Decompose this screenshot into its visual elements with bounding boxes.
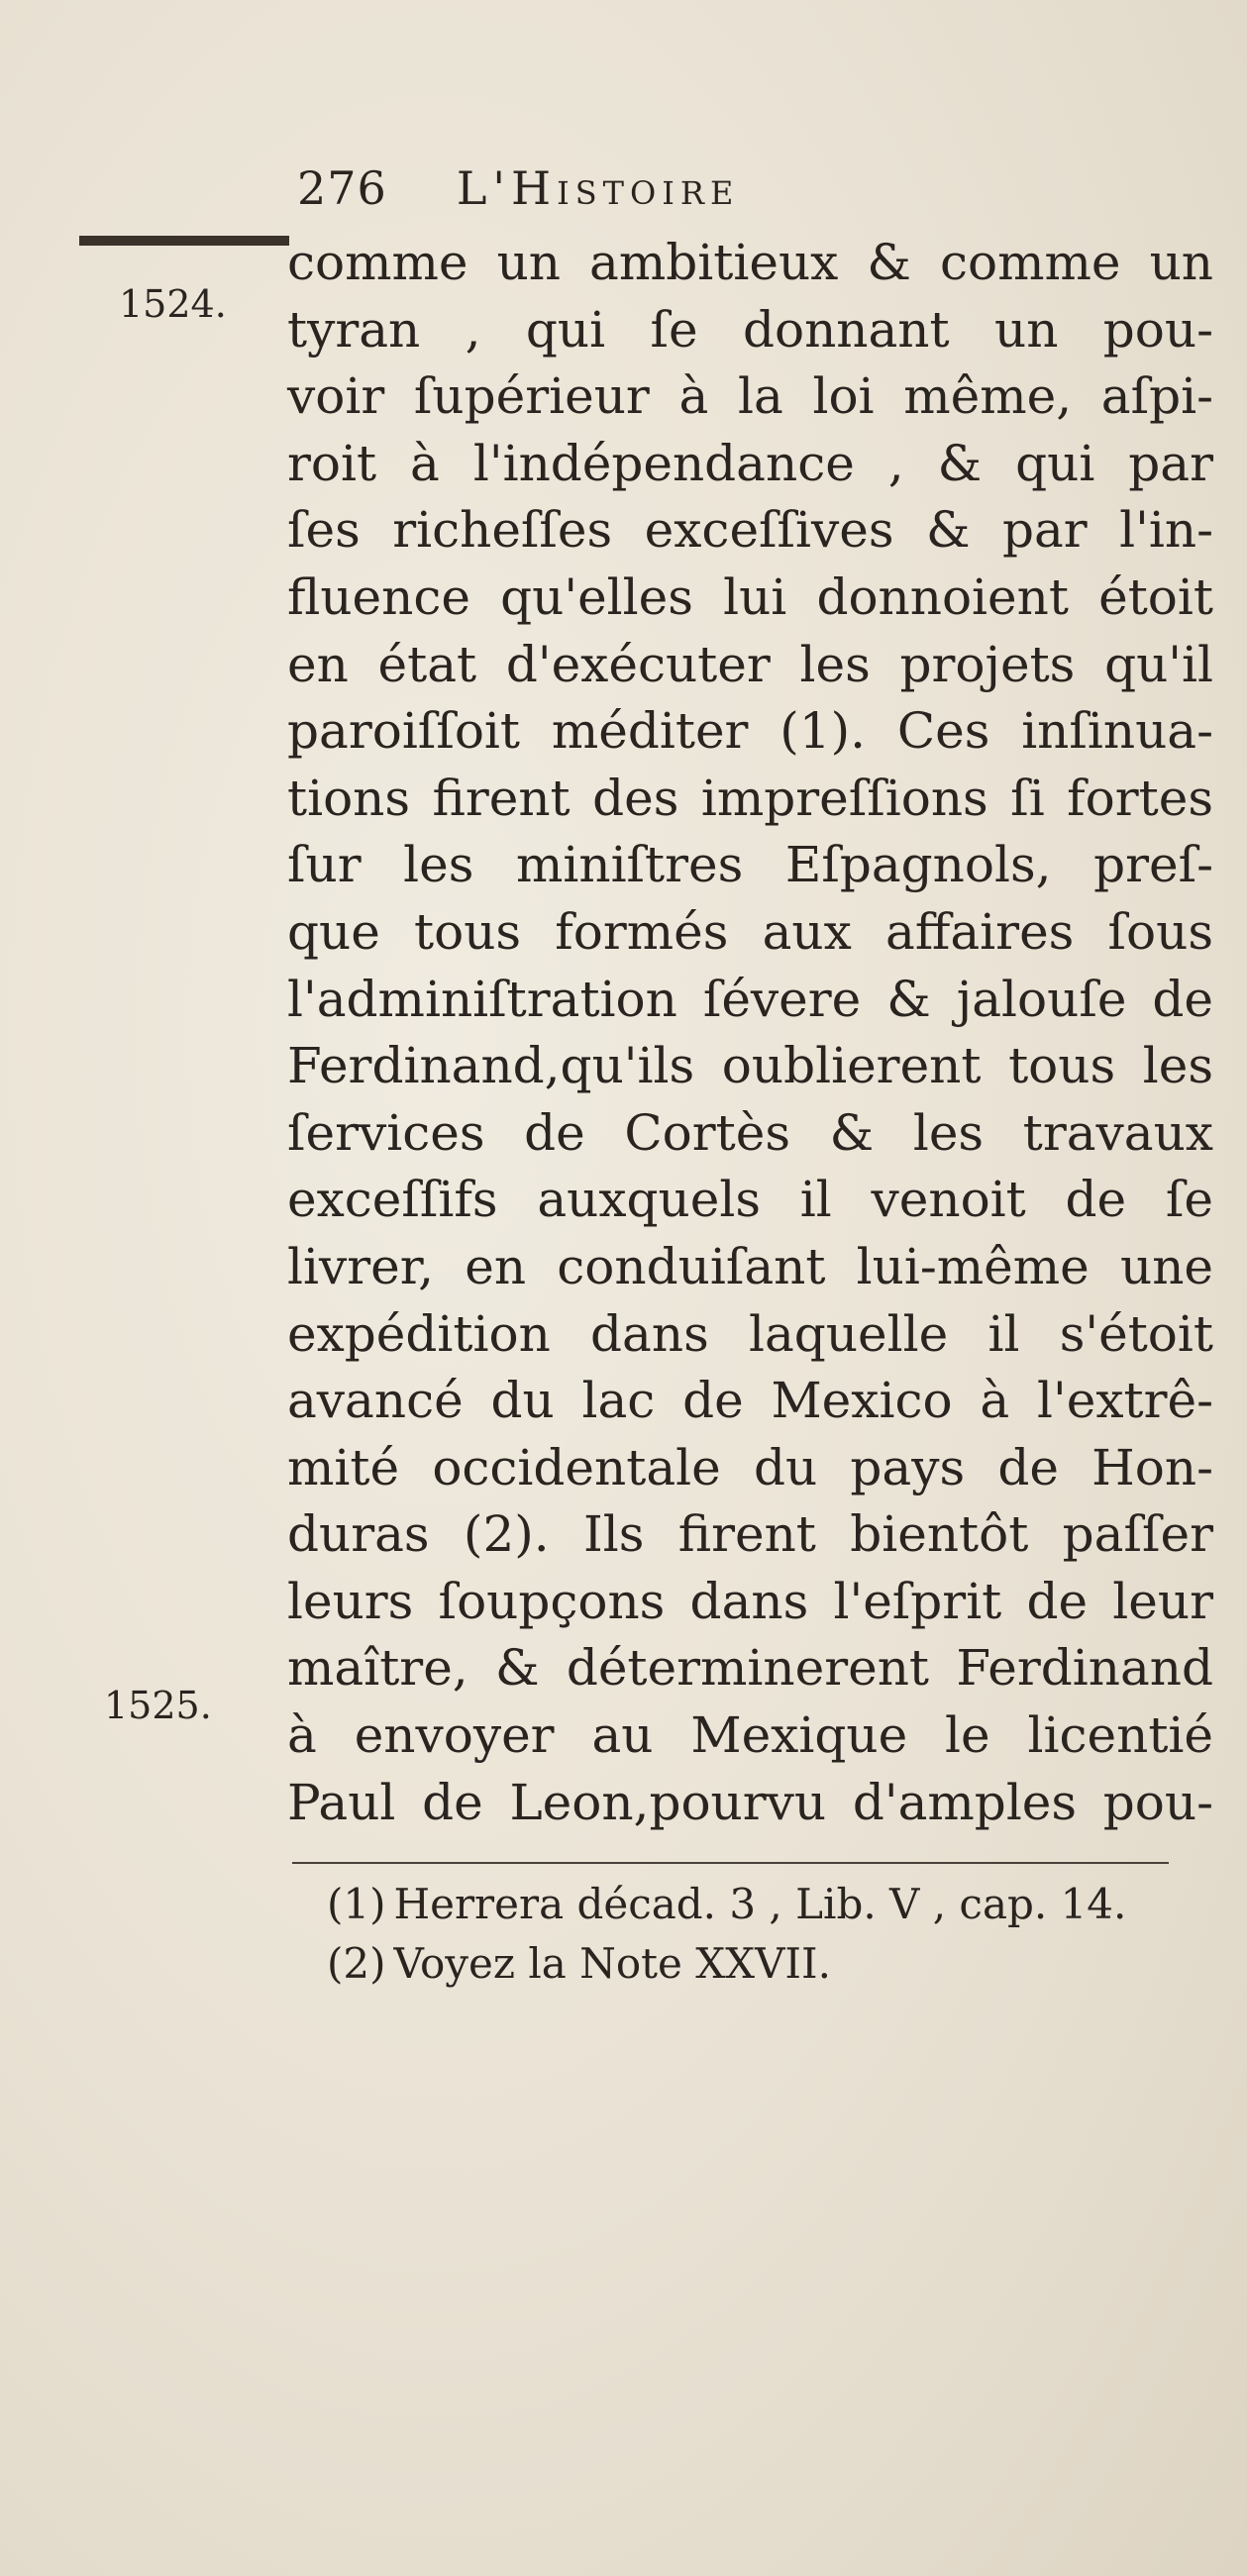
footnote-marker: (1) (327, 1880, 386, 1928)
body-line: leurs ſoupçons dans l'eſprit de leur (287, 1572, 1213, 1630)
body-text (287, 230, 1213, 1836)
body-line: en état d'exécuter les projets qu'il (287, 635, 1213, 693)
body-line: Ferdinand,qu'ils oublierent tous les (287, 1037, 1213, 1095)
footnote-rule (292, 1862, 1169, 1864)
body-line: ſur les miniſtres Eſpagnols, preſ- (287, 836, 1213, 894)
body-line: ſes richeſſes exceſſives & par l'in- (287, 501, 1213, 560)
running-title: L'Histoire (456, 161, 740, 215)
footnote-2 (327, 1934, 1198, 1994)
body-line: l'adminiſtration ſévere & jalouſe de (287, 970, 1213, 1028)
margin-year-1525: 1525. (104, 1684, 212, 1727)
body-line: duras (2). Ils firent bientôt paſſer (287, 1505, 1213, 1564)
body-line: tions firent des impreſſions ſi fortes (287, 769, 1213, 827)
body-line: expédition dans laquelle il s'étoit (287, 1304, 1213, 1363)
body-line: voir ſupérieur à la loi même, aſpi- (287, 367, 1213, 426)
body-line: comme un ambitieux & comme un (287, 234, 1213, 291)
footnote-1 (327, 1875, 1198, 1934)
body-line: paroiſſoit méditer (1). Ces inſinua- (287, 702, 1213, 761)
body-line: roit à l'indépendance , & qui par (287, 434, 1213, 492)
body-line: tyran , qui ſe donnant un pou- (287, 300, 1213, 359)
body-line: que tous formés aux affaires ſous (287, 902, 1213, 961)
body-line: Paul de Leon,pourvu d'amples pou- (287, 1773, 1213, 1831)
header-rule (79, 236, 289, 246)
page-number: 276 (297, 161, 387, 215)
body-line: ſervices de Cortès & les travaux (287, 1103, 1213, 1162)
body-line: livrer, en conduiſant lui-même une (287, 1237, 1213, 1295)
body-line: fluence qu'elles lui donnoient étoit (287, 567, 1213, 626)
body-line: maître, & déterminerent Ferdinand (287, 1639, 1213, 1698)
footnote-text: Herrera décad. 3 , Lib. V , cap. 14. (393, 1880, 1127, 1928)
footnote-marker: (2) (327, 1939, 386, 1988)
margin-year-1524: 1524. (119, 282, 227, 326)
body-line: exceſſifs auxquels il venoit de ſe (287, 1171, 1213, 1229)
footnotes (327, 1875, 1198, 1994)
running-head (297, 161, 739, 215)
body-line: à envoyer au Mexique le licentié (287, 1706, 1213, 1765)
footnote-text: Voyez la Note XXVII. (393, 1939, 831, 1988)
body-line: mité occidentale du pays de Hon- (287, 1438, 1213, 1496)
body-line: avancé du lac de Mexico à l'extrê- (287, 1372, 1213, 1430)
